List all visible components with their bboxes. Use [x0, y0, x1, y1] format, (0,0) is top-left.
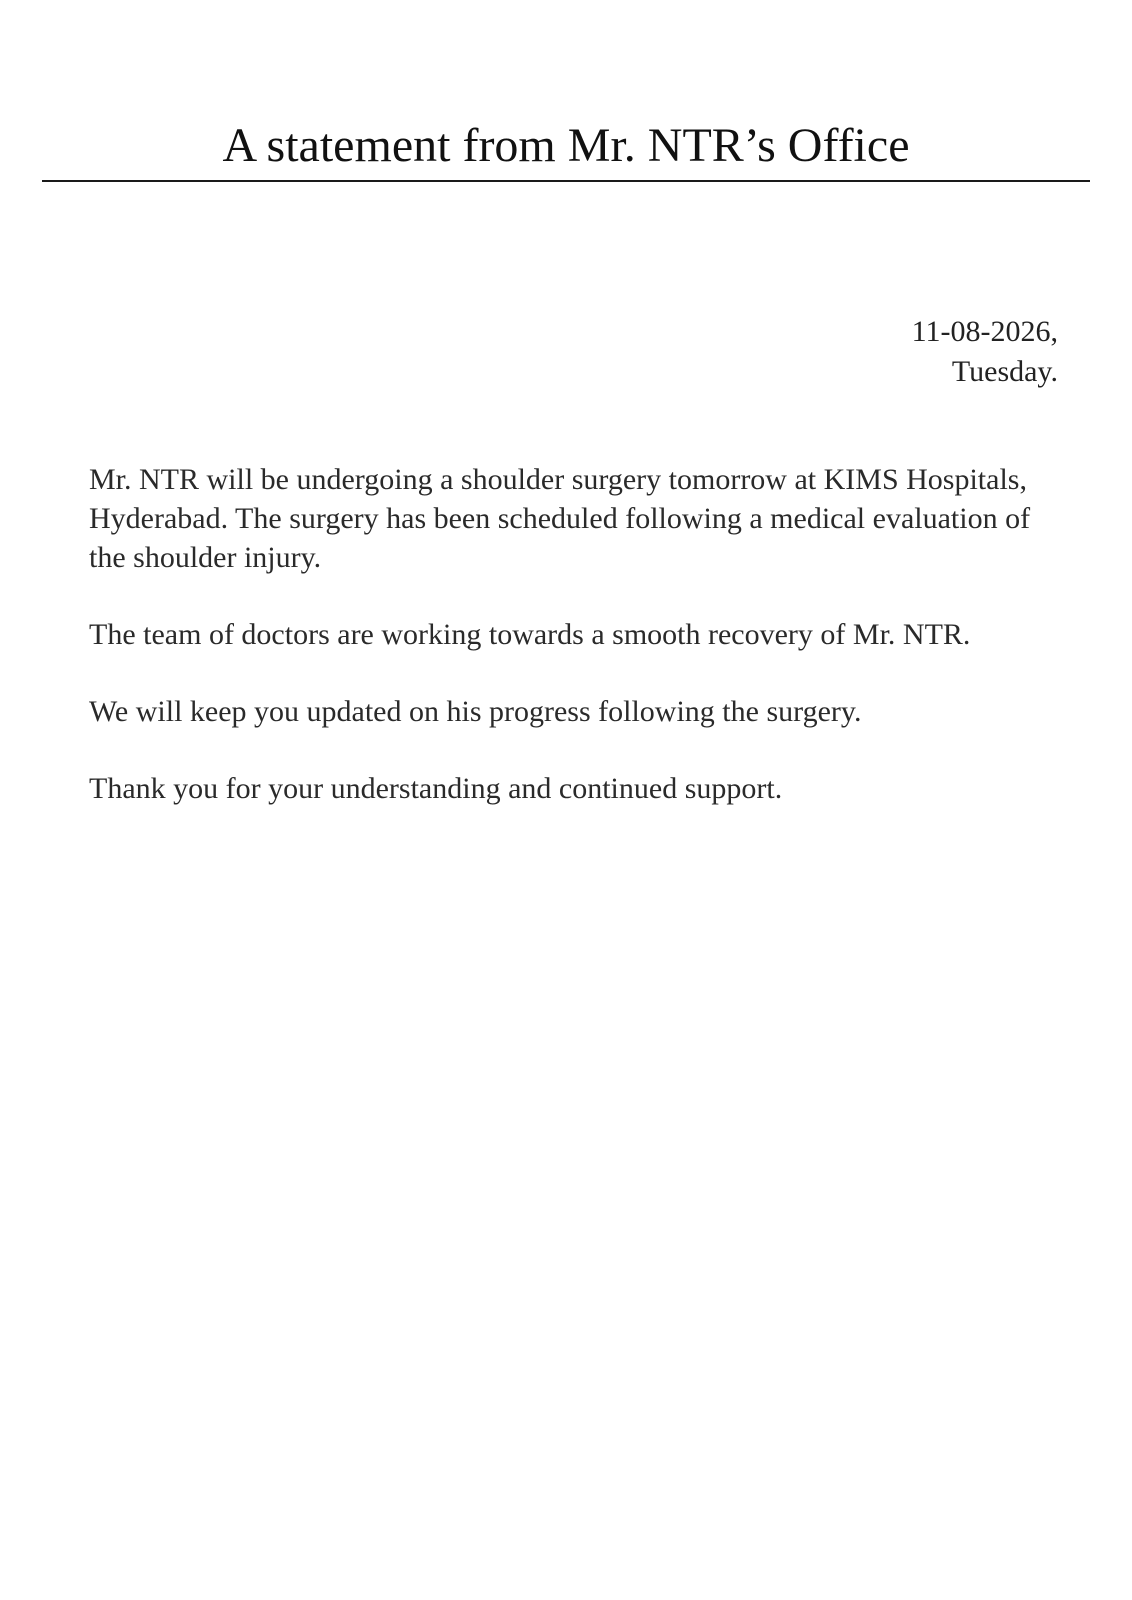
dateline	[912, 312, 1058, 392]
paragraph-surgery-announcement: Mr. NTR will be undergoing a shoulder surgery tomorrow at KIMS Hospitals, Hyderabad. The surgery has been scheduled following a medical evaluation of the shoulder injury.	[89, 463, 1031, 574]
statement-body	[89, 460, 1069, 846]
paragraph-thanks: Thank you for your understanding and continued support.	[89, 772, 783, 805]
title-underline-divider	[42, 180, 1090, 182]
paragraph-doctors-team: The team of doctors are working towards a smooth recovery of Mr. NTR.	[89, 618, 971, 651]
statement-date: 11-08-2026,	[911, 315, 1058, 348]
paragraph-updates: We will keep you updated on his progress following the surgery.	[89, 695, 862, 728]
statement-day: Tuesday.	[951, 355, 1058, 388]
document-title: A statement from Mr. NTR’s Office	[222, 119, 910, 172]
